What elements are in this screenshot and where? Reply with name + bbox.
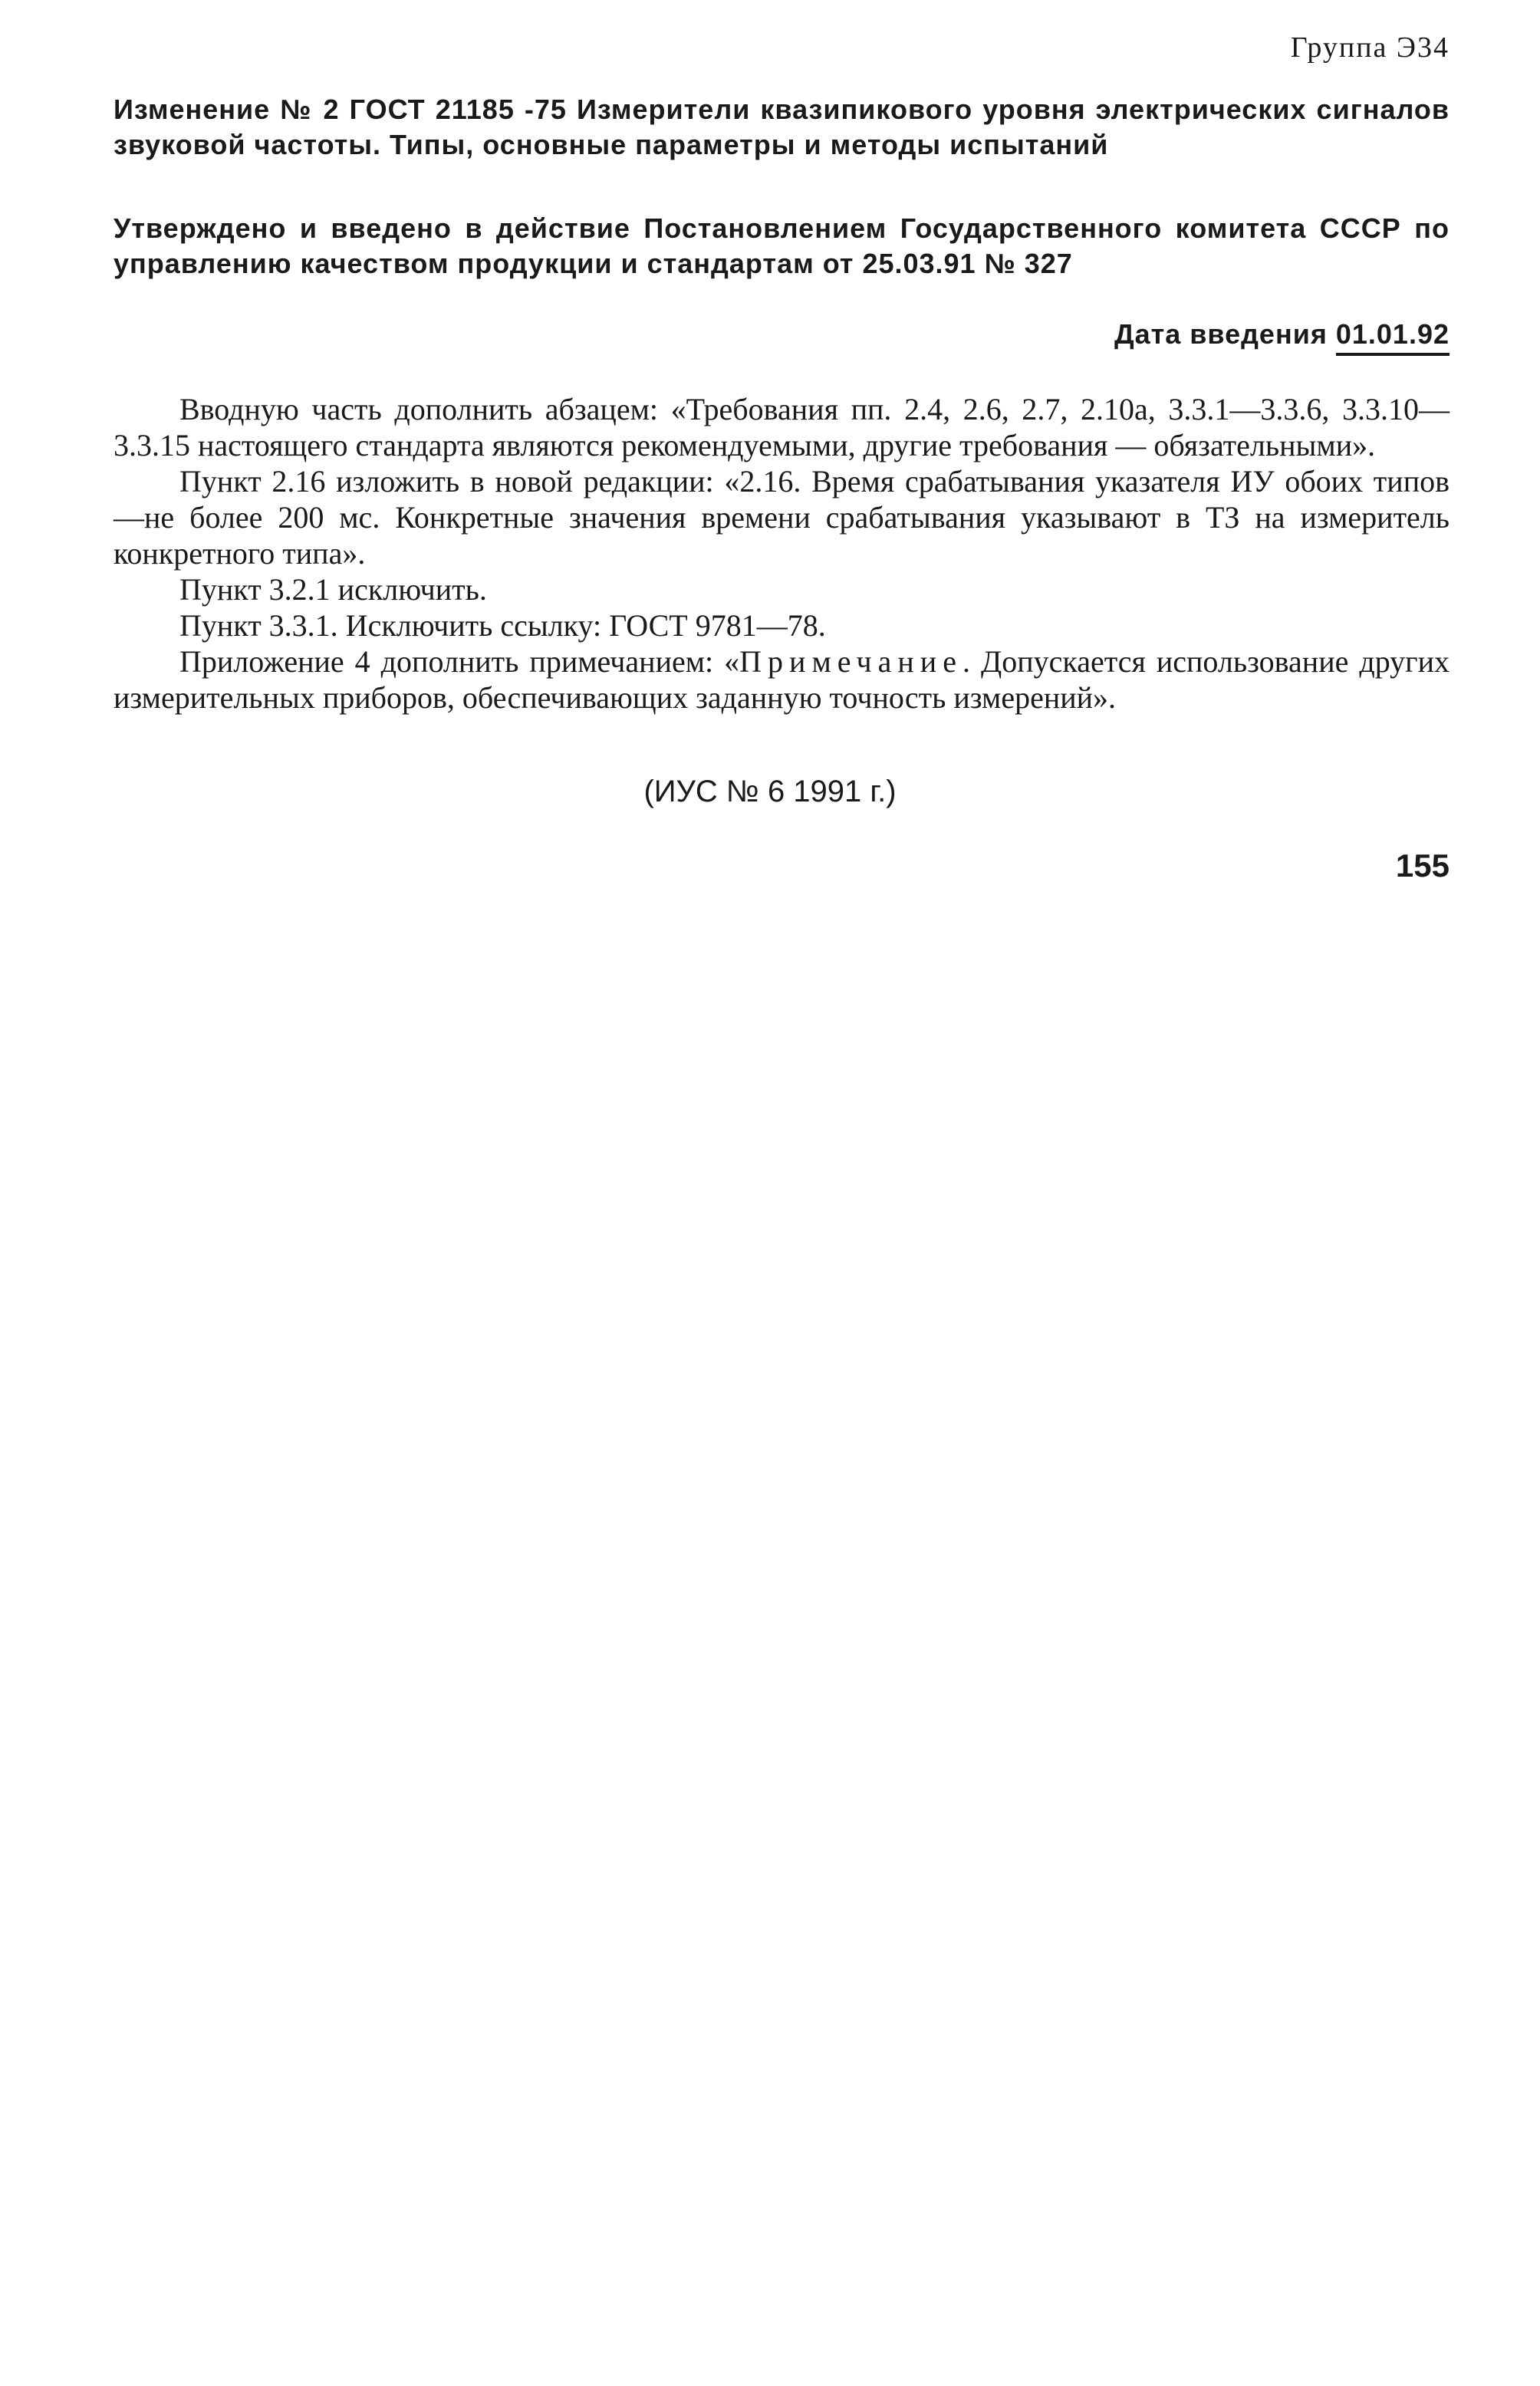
amendment-body [114, 391, 1450, 716]
approval-statement: Утверждено и введено в действие Постановлением Государственного комитета СССР по управлению качеством продукции и стандартам от 25.03.91 № 327 [114, 212, 1450, 279]
introduction-date [1114, 318, 1450, 350]
introduction-date-value: 01.01.92 [1336, 318, 1450, 356]
page-number: 155 [1395, 847, 1450, 884]
paragraph-item-3-3-1: Пункт 3.3.1. Исключить ссылку: ГОСТ 9781—78. [179, 608, 826, 643]
note-word: Примечание [739, 644, 962, 679]
paragraph-intro-part: Вводную часть дополнить абзацем: «Требования пп. 2.4, 2.6, 2.7, 2.10а, 3.3.1—3.3.6, 3.3.10—3.3.15 настоящего стандарта являются рекомендуемыми, другие требования — обязательными». [114, 392, 1450, 462]
amendment-title: Изменение № 2 ГОСТ 21185 -75 Измерители квазипикового уровня электрических сигналов звуковой частоты. Типы, основные параметры и методы испытаний [114, 94, 1450, 160]
paragraph-item-3-2-1: Пункт 3.2.1 исключить. [179, 572, 487, 607]
paragraph-item-2-16: Пункт 2.16 изложить в новой редакции: «2.16. Время срабатывания указателя ИУ обоих типов —не более 200 мс. Конкретные значения времени срабатывания указывают в ТЗ на измеритель конкретного типа». [114, 464, 1450, 571]
appendix-4-text-after: . Допускается использование других измерительных приборов, обеспечивающих заданную точность измерений». [114, 644, 1450, 715]
paragraph-appendix-4 [114, 643, 1450, 716]
group-code: Группа Э34 [1290, 31, 1450, 64]
ius-reference: (ИУС № 6 1991 г.) [643, 775, 897, 808]
introduction-date-label: Дата введения [1114, 318, 1328, 350]
appendix-4-text-before: Приложение 4 дополнить примечанием: « [179, 644, 740, 679]
